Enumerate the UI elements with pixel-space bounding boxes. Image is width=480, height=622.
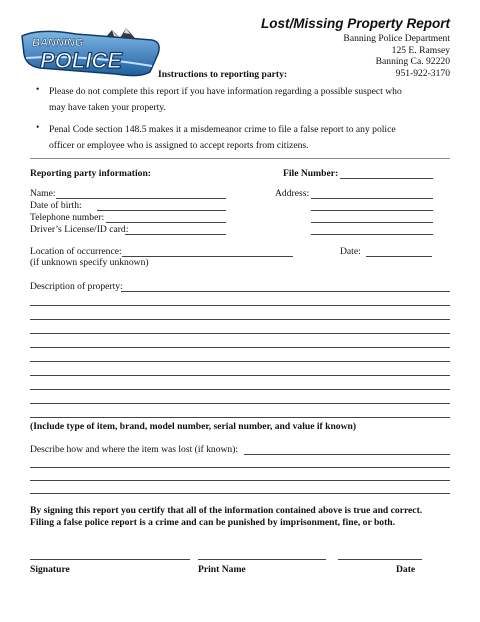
bullet-icon: • bbox=[36, 84, 40, 95]
signature-label: Signature bbox=[30, 564, 70, 575]
describe-how-field-line[interactable] bbox=[30, 493, 450, 494]
address-label: Address: bbox=[275, 188, 310, 199]
description-field-line[interactable] bbox=[30, 389, 450, 390]
department-street: 125 E. Ramsey bbox=[391, 45, 450, 56]
description-field-line[interactable] bbox=[121, 291, 450, 292]
address-field-line-2[interactable] bbox=[311, 210, 433, 211]
instruction-2-line-2: officer or employee who is assigned to accept reports from citizens. bbox=[49, 140, 309, 151]
description-field-line[interactable] bbox=[30, 347, 450, 348]
instruction-item-2 bbox=[49, 122, 429, 154]
date-label: Date: bbox=[340, 246, 361, 257]
description-field-line[interactable] bbox=[30, 417, 450, 418]
telephone-label: Telephone number: bbox=[30, 212, 105, 223]
dob-field[interactable] bbox=[97, 210, 226, 211]
describe-how-label: Describe how and where the item was lost (if known): bbox=[30, 444, 239, 455]
section-divider bbox=[30, 158, 450, 159]
describe-how-field-line[interactable] bbox=[30, 467, 450, 468]
instructions-title: Instructions to reporting party: bbox=[158, 69, 288, 80]
print-name-field[interactable] bbox=[198, 559, 326, 560]
address-field-line-1[interactable] bbox=[311, 198, 433, 199]
department-phone: 951-922-3170 bbox=[395, 68, 450, 79]
instruction-1-line-2: may have taken your property. bbox=[49, 102, 166, 113]
name-label: Name: bbox=[30, 188, 56, 199]
name-field[interactable] bbox=[56, 198, 226, 199]
license-label: Driver’s License/ID card: bbox=[30, 224, 129, 235]
describe-how-field-line[interactable] bbox=[30, 480, 450, 481]
address-field-line-3[interactable] bbox=[311, 222, 433, 223]
description-field-line[interactable] bbox=[30, 319, 450, 320]
logo-top-word: BANNING bbox=[32, 37, 84, 49]
signature-field[interactable] bbox=[30, 559, 190, 560]
description-label: Description of property: bbox=[30, 281, 123, 292]
banning-police-logo bbox=[20, 24, 180, 80]
description-field-line[interactable] bbox=[30, 305, 450, 306]
bullet-icon: • bbox=[36, 122, 40, 133]
logo-main-word: POLICE bbox=[40, 48, 122, 73]
department-name: Banning Police Department bbox=[343, 33, 450, 44]
certify-line-1: By signing this report you certify that all of the information contained above is true and correct. bbox=[30, 505, 423, 516]
description-field-line[interactable] bbox=[30, 361, 450, 362]
description-field-line[interactable] bbox=[30, 375, 450, 376]
certify-line-2: Filing a false police report is a crime and can be punished by imprisonment, fine, or both. bbox=[30, 517, 396, 528]
description-field-line[interactable] bbox=[30, 333, 450, 334]
instruction-1-line-1: Please do not complete this report if you have information regarding a possible suspect who bbox=[49, 86, 402, 97]
print-name-label: Print Name bbox=[198, 564, 246, 575]
location-note: (if unknown specify unknown) bbox=[30, 257, 149, 268]
file-number-label: File Number: bbox=[283, 168, 339, 179]
license-field[interactable] bbox=[125, 234, 226, 235]
include-note: (Include type of item, brand, model number, serial number, and value if known) bbox=[30, 421, 357, 432]
department-city: Banning Ca. 92220 bbox=[375, 56, 450, 67]
instruction-2-line-1: Penal Code section 148.5 makes it a misdemeanor crime to file a false report to any police bbox=[49, 124, 396, 135]
signature-date-label: Date bbox=[396, 564, 416, 575]
describe-how-field-line[interactable] bbox=[244, 454, 450, 455]
dob-label: Date of birth: bbox=[30, 200, 82, 211]
description-field-line[interactable] bbox=[30, 403, 450, 404]
telephone-field[interactable] bbox=[106, 222, 226, 223]
signature-date-field[interactable] bbox=[338, 559, 422, 560]
file-number-field[interactable] bbox=[340, 178, 433, 179]
logo-graphic bbox=[20, 24, 180, 80]
reporting-party-heading: Reporting party information: bbox=[30, 168, 151, 179]
address-field-line-4[interactable] bbox=[311, 234, 433, 235]
instruction-item-1 bbox=[49, 84, 429, 116]
location-label: Location of occurrence: bbox=[30, 246, 122, 257]
form-title: Lost/Missing Property Report bbox=[260, 16, 450, 31]
occurrence-date-field[interactable] bbox=[366, 256, 432, 257]
